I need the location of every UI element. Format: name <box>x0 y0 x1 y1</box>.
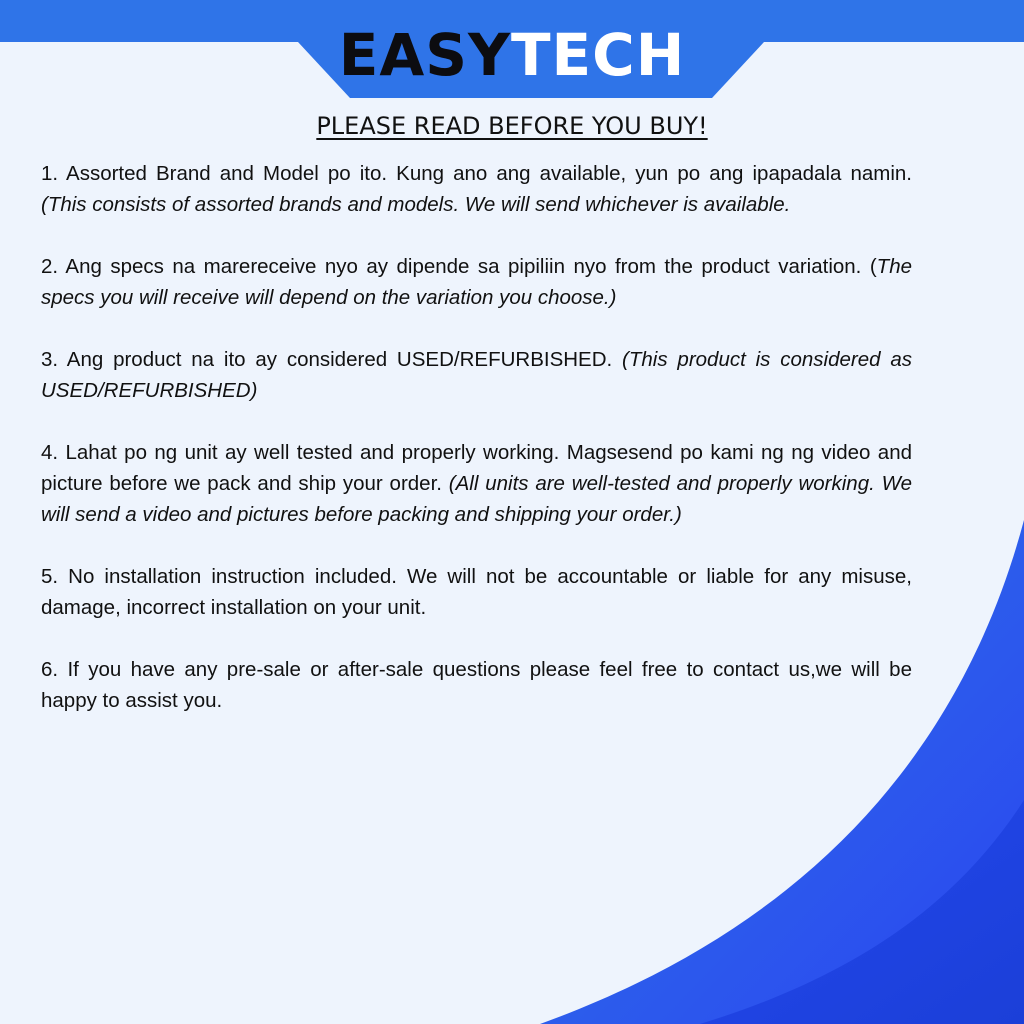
brand-logo <box>0 22 1024 88</box>
note-text: 1. Assorted Brand and Model po ito. Kung ano ang available, yun po ang ipapadala namin. <box>41 162 912 185</box>
note-text: 2. Ang specs na marereceive nyo ay dipende sa pipiliin nyo from the product variation. ( <box>41 255 877 278</box>
note-4 <box>41 437 912 530</box>
note-6 <box>41 654 912 716</box>
note-text: 3. Ang product na ito ay considered USED/REFURBISHED. <box>41 348 613 371</box>
headline: PLEASE READ BEFORE YOU BUY! <box>316 112 708 140</box>
note-3 <box>41 344 912 406</box>
note-english: (All units are well-tested and properly working. We will send a video and pictures before packing and shipping your order.) <box>41 472 912 526</box>
note-1 <box>41 158 912 220</box>
brand-logo-part2: TECH <box>510 21 686 89</box>
note-english: The specs you will receive will depend on the variation you choose.) <box>41 255 912 309</box>
note-text: 6. If you have any pre-sale or after-sale questions please feel free to contact us,we will be happy to assist you. <box>41 658 912 712</box>
brand-logo-part1: EASY <box>338 21 511 89</box>
notes-list <box>41 158 912 747</box>
note-2 <box>41 251 912 313</box>
note-text: 4. Lahat po ng unit ay well tested and properly working. Magsesend po kami ng ng video and picture before we pack and ship your order. <box>41 441 912 495</box>
note-english: (This consists of assorted brands and models. We will send whichever is available. <box>41 193 791 216</box>
note-text: 5. No installation instruction included. We will not be accountable or liable for any misuse, damage, incorrect installation on your unit. <box>41 565 912 619</box>
note-english: (This product is considered as USED/REFURBISHED) <box>41 348 912 402</box>
note-5 <box>41 561 912 623</box>
